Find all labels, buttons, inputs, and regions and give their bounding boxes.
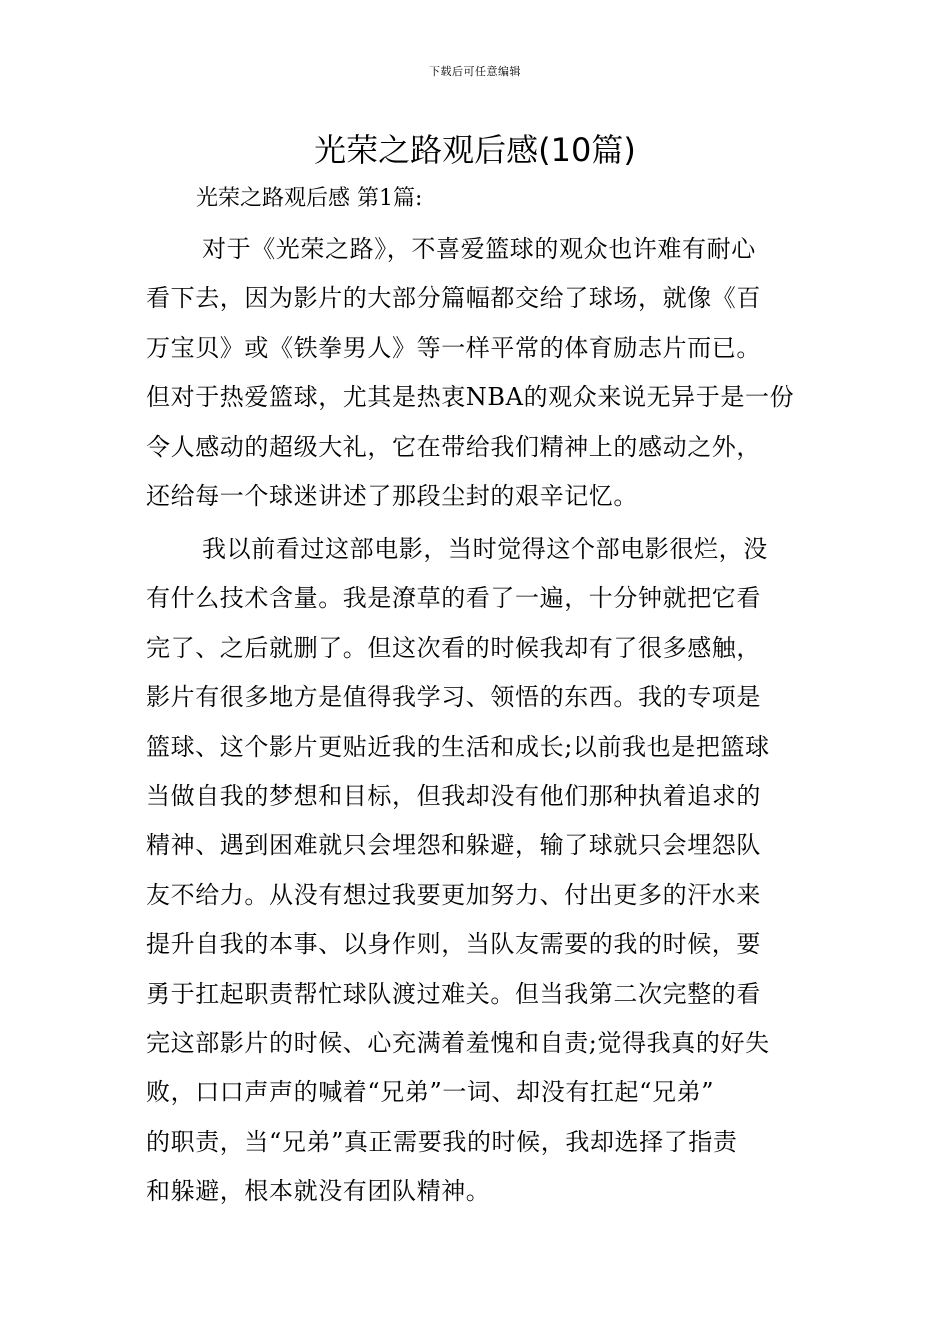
document-title: 光荣之路观后感(10篇)	[314, 131, 636, 169]
paragraph-2	[146, 525, 810, 1216]
section-subheading: 光荣之路观后感 第1篇:	[196, 186, 423, 211]
paragraph-line: 对于《光荣之路》，不喜爱篮球的观众也许难有耐心	[202, 235, 756, 263]
header-note: 下载后可任意编辑	[429, 65, 521, 78]
paragraph-line: 我以前看过这部电影，当时觉得这个部电影很烂，没	[202, 535, 768, 563]
paragraph-line: 完了、之后就删了。但这次看的时候我却有了很多感触，	[146, 633, 761, 662]
paragraph-line: 但对于热爱篮球，尤其是热衷NBA的观众来说无异于是一份	[146, 383, 795, 412]
paragraph-line: 提升自我的本事、以身作则，当队友需要的我的时候，要	[146, 930, 761, 959]
paragraph-line: 篮球、这个影片更贴近我的生活和成长;以前我也是把篮球	[146, 732, 770, 761]
paragraph-line: 友不给力。从没有想过我要更加努力、付出更多的汗水来	[146, 880, 761, 909]
paragraph-line: 令人感动的超级大礼，它在带给我们精神上的感动之外，	[146, 432, 761, 461]
paragraph-line: 精神、遇到困难就只会埋怨和躲避，输了球就只会埋怨队	[146, 831, 761, 860]
paragraph-line: 看下去，因为影片的大部分篇幅都交给了球场，就像《百	[146, 284, 761, 313]
paragraph-line: 还给每一个球迷讲述了那段尘封的艰辛记忆。	[146, 481, 638, 510]
paragraph-line: 勇于扛起职责帮忙球队渡过难关。但当我第二次完整的看	[146, 979, 761, 1008]
paragraph-line: 有什么技术含量。我是潦草的看了一遍，十分钟就把它看	[146, 584, 761, 613]
paragraph-line: 当做自我的梦想和目标，但我却没有他们那种执着追求的	[146, 781, 761, 810]
paragraph-line: 和躲避，根本就没有团队精神。	[146, 1177, 491, 1206]
paragraph-line: 败，口口声声的喊着“兄弟”一词、却没有扛起“兄弟”	[146, 1078, 715, 1107]
paragraph-line: 的职责，当“兄弟”真正需要我的时候，我却选择了指责	[146, 1127, 738, 1156]
paragraph-line: 完这部影片的时候、心充满着羞愧和自责;觉得我真的好失	[146, 1028, 770, 1057]
paragraph-1	[146, 225, 810, 521]
paragraph-line: 万宝贝》或《铁拳男人》等一样平常的体育励志片而已。	[146, 333, 761, 362]
paragraph-line: 影片有很多地方是值得我学习、领悟的东西。我的专项是	[146, 683, 761, 712]
